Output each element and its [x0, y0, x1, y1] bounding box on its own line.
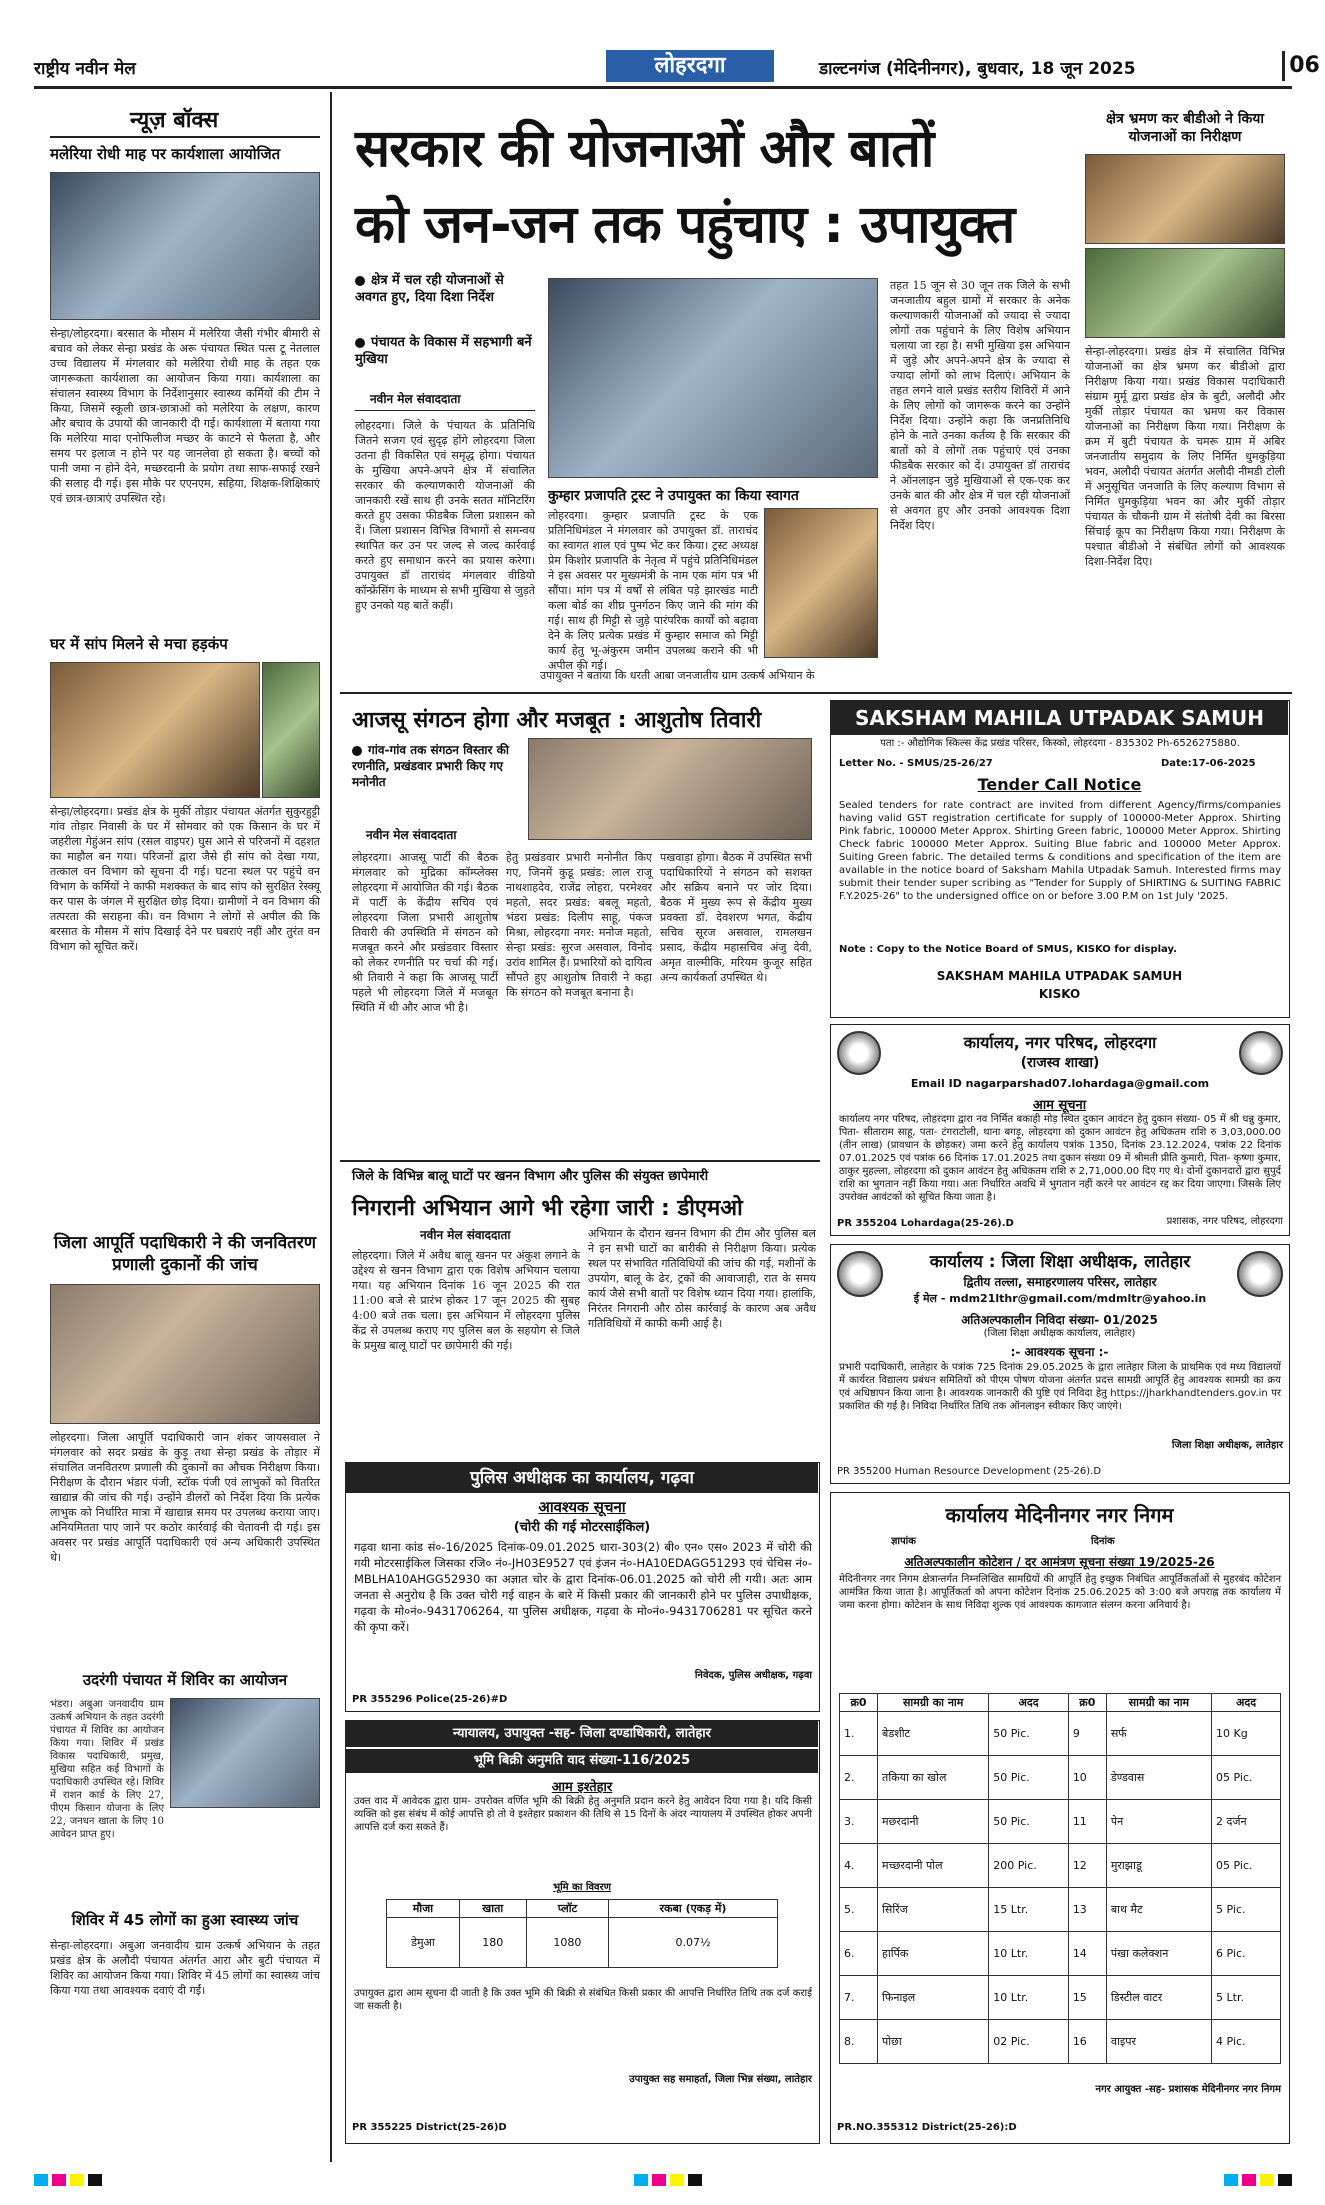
nagar-nigam-table-cell: सर्फ [1106, 1712, 1211, 1756]
nagar-nigam-table-header: क्र0 [840, 1694, 878, 1712]
masthead-rule [34, 86, 1292, 89]
nagar-nigam-table-cell: 13 [1068, 1888, 1106, 1932]
nagar-nigam-title: कार्यालय मेदिनीनगर नगर निगम [945, 1503, 1174, 1527]
nagar-nigam-tender-no: अतिअल्पकालीन कोटेशन / दर आमंत्रण सूचना संख्या 19/2025-26 [904, 1555, 1215, 1569]
nagar-parishad-title: कार्यालय, नगर परिषद, लोहरदगा [963, 1033, 1157, 1052]
nagar-nigam-table-cell: बाथ मैट [1106, 1888, 1211, 1932]
nagar-nigam-table-cell: 6 Pic. [1212, 1932, 1281, 1976]
nagar-nigam-table-cell: 10 [1068, 1756, 1106, 1800]
registration-swatch-yellow [70, 2174, 84, 2186]
bullet-dot-icon [355, 276, 365, 286]
nagar-nigam-table-cell: 15 Ltr. [989, 1888, 1069, 1932]
story-camp-photo [170, 1698, 320, 1808]
land-table-header: मौजा [387, 1900, 460, 1918]
land-table-header: खाता [459, 1900, 526, 1918]
ajsu-title: आजसू संगठन होगा और मजबूत : आशुतोष तिवारी [352, 708, 762, 733]
dmo-title: निगरानी अभियान आगे भी रहेगा जारी : डीएमओ [352, 1196, 743, 1221]
police-sign: निवेदक, पुलिस अधीक्षक, गढ़वा [694, 1670, 812, 1681]
saksham-title: SAKSHAM MAHILA UTPADAK SAMUH [831, 701, 1288, 735]
nagar-nigam-table-cell: 4. [840, 1844, 878, 1888]
table-row [840, 1976, 1281, 2020]
saksham-note: Note : Copy to the Notice Board of SMUS, KISKO for display. [839, 944, 1177, 955]
land-footer-note: उपायुक्त द्वारा आम सूचना दी जाती है कि उक्त भूमि की बिक्री से संबंधित किसी प्रकार की आपत्ति निर्धारित तिथि तक दर्ज कराई जा सकती है। [354, 1988, 812, 2012]
saksham-notice-title: Tender Call Notice [977, 775, 1142, 794]
lead-bullet-1 [355, 272, 535, 306]
saksham-sign-2: KISKO [1038, 987, 1081, 1001]
nagar-nigam-table-cell: 05 Pic. [1212, 1844, 1281, 1888]
nagar-nigam-table-header: अदद [989, 1694, 1069, 1712]
block-visit-body: सेन्हा-लोहरदगा। प्रखंड क्षेत्र में संचालित विभिन्न योजनाओं का क्षेत्र भ्रमण कर बीडीओ द्वारा निरीक्षण किया गया। प्रखंड विकास पदाधिकारी संग्राम मुर्मू द्वारा प्रखंड क्षेत्र के बुटी, अलौदी और मुर्की तोड़ार पंचायत का भ्रमण कर विकास योजनाओं का निरीक्षण किया गया। निरीक्षण के क्रम में बुटी पंचायत के चमरू ग्राम में अबिर जनजातीय समुदाय के लिए निर्मित धुमकुड़िया भवन, अलौदी पंचायत अंतर्गत अलौदी नीमडी टोली में अनुसूचित जनजाति के लिए कल्याण विभाग से निर्मित धुमकुड़िया भवन का और मुर्की तोड़ार पंचायत के चौकनी ग्राम में संतोषी देवी का बिरसा सिंचाई कूप का निरीक्षण किया गया। निरीक्षण के पश्चात बीडीओ ने संबंधित लोगों को आवश्यक दिशा-निर्देश दिए। [1085, 345, 1285, 568]
land-table-header: प्लॉट [526, 1900, 608, 1918]
dmo-byline: नवीन मेल संवाददाता [420, 1228, 511, 1242]
police-footer: PR 355296 Police(25-26)#D [352, 1694, 508, 1705]
nagar-parishad-notice-title: आम सूचना [1032, 1098, 1087, 1113]
lead-body-col1: लोहरदगा। जिले के पंचायत के प्रतिनिधि जितने सजग एवं सुदृढ़ होंगे लोहरदगा जिला उतना ही विकसित एवं समृद्ध होगा। पंचायत के मुखिया अपने-अपने क्षेत्र में संचालित सरकार की कल्याणकारी योजनाओं की जानकारी रखें साथ ही उनके सतत मॉनिटरिंग करते हुए उसका फीडबैक जिला प्रशासन को दें। जिला प्रशासन विभिन्न विभागों से समन्वय स्थापित कर उन पर जल्द से जल्द कार्रवाई करते हुए समाधान करने का प्रयास करेगा। उपायुक्त डॉ ताराचंद मंगलवार वीडियो कॉन्फ्रेंसिंग के माध्यम से सभी मुखिया से जुड़ते हुए उनको यह बातें कहीं। [355, 419, 535, 612]
education-title: कार्यालय : जिला शिक्षा अधीक्षक, लातेहार [929, 1252, 1191, 1272]
land-table-cell: डेमुआ [387, 1918, 460, 1968]
left-column-divider [330, 92, 332, 2162]
land-table-cell: 1080 [526, 1918, 608, 1968]
table-row [840, 1844, 1281, 1888]
ajsu-body-col2: हेतु प्रखंडवार प्रभारी मनोनीत किए गए, जिनमें कुडू प्रखंड: लाल राजू नाथशाहदेव, राजेंद्र लोहरा, परमेश्वर महतो, सदर प्रखंड: बबलू महतो, भंडरा प्रखंड: दिलीप साहू, पंकज मिश्रा, लोहरदगा नगर: मनोज महतो, सेन्हा प्रखंड: सुरज असवाल, विनोद उरांव शामिल हैं। प्रभारियों को दायित्व सौंपते हुए आशुतोष तिवारी ने कहा कि संगठन को मजबूत बनाना है। [506, 851, 652, 999]
land-notice-title: आम इश्तेहार [551, 1780, 613, 1795]
ajsu-byline: नवीन मेल संवाददाता [366, 828, 457, 842]
nagar-nigam-table-cell: मुराझाडू [1106, 1844, 1211, 1888]
lead-body-col3: तहत 15 जून से 30 जून तक जिले के सभी जनजातीय बहुल ग्रामों में सरकार के अनेक कल्याणकारी योजनाओं को ज्यादा से ज्यादा लोगों तक पहुंचाने के लिए विशेष अभियान चलाया जा रहा है। सभी मुखिया इस अभियान में जुड़े और अपने-अपने क्षेत्र के ज्यादा से ज्यादा लोगों को लाभ दिलाएं। अभियान के तहत लगने वाले प्रखंड स्तरीय शिविरों में आने के लिए लोगों को जागरूक करने का उन्होंने निर्देश दिया। उन्होंने कहा कि जनप्रतिनिधि होने के नाते उनका कर्तव्य है कि सरकार की बातों को वे लोगों तक पहुंचाएं एवं उनका फीडबैक सरकार को दें। उपायुक्त डॉ ताराचंद ने ऑनलाइन जुड़े मुखियाओं से एक-एक कर उनके बात की और क्षेत्र में चल रही योजनाओं से अवगत हुए और उनको आवश्यक दिशा निर्देश दिए। [890, 279, 1070, 532]
table-row [840, 1712, 1281, 1756]
nagar-nigam-table-cell: 3. [840, 1800, 878, 1844]
nagar-nigam-table-cell: मछरदानी [878, 1800, 989, 1844]
nagar-nigam-table-cell: 10 Kg [1212, 1712, 1281, 1756]
dateline: डाल्टनगंज (मेदिनीनगर), बुधवार, 18 जून 2025 [819, 59, 1136, 79]
table-row [387, 1900, 778, 1918]
nagar-parishad-email: Email ID nagarparshad07.lohardaga@gmail.com [910, 1077, 1210, 1090]
nagar-nigam-table-cell: 200 Pic. [989, 1844, 1069, 1888]
lead-byline: नवीन मेल संवाददाता [370, 392, 461, 406]
brand-name: राष्ट्रीय नवीन मेल [34, 59, 136, 79]
registration-swatch-magenta [52, 2174, 66, 2186]
land-body: उक्त वाद में आवेदक द्वारा ग्राम- उपरोक्त वर्णित भूमि की बिक्री हेतु अनुमति प्रदान करने हेतु आवेदन दिया गया है। यदि किसी व्यक्ति को इस संबंध में कोई आपत्ति हो तो वे इश्तेहार प्रकाशन की तिथि से 15 दिनों के अंदर न्यायालय में उपस्थित होकर अपनी आपत्ति दर्ज करा सकते हैं। [354, 1796, 812, 1833]
police-title: पुलिस अधीक्षक का कार्यालय, गढ़वा [346, 1463, 818, 1493]
registration-swatch-yellow [670, 2174, 684, 2186]
education-email: ई मेल - mdm21lthr@gmail.com/mdmltr@yahoo.in [913, 1292, 1207, 1305]
land-footer: PR 355225 District(25-26)D [352, 2122, 507, 2133]
saksham-date: Date:17-06-2025 [1161, 758, 1256, 769]
nagar-nigam-table-header: सामग्री का नाम [1106, 1694, 1211, 1712]
ajsu-bottom-rule [340, 1160, 820, 1162]
color-registration-bar [34, 2172, 1292, 2188]
saksham-tender-notice [830, 700, 1290, 1018]
story-snake-body: सेन्हा/लोहरदगा। प्रखंड क्षेत्र के मुर्की तोड़ार पंचायत अंतर्गत सुकुरहुट्टी गांव तोड़ार निवासी के घर में सोमवार को एक किसान के घर में जहरीला गेहुंअन सांप (रसल वाइपर) घुस आने से परिजनों में दहशत का माहौल बन गया। परिजनों द्वारा जैसे ही सांप को देखा गया, तत्काल वन विभाग को सूचना दी गई। घटना स्थल पर पहुंचे वन विभाग के कर्मियों ने काफी मशक्कत के बाद सांप को सुरक्षित रेस्क्यू कर पास के जंगल में सुरक्षित छोड़ दिया। ग्रामीणों ने वन विभाग की तत्परता की सराहना की। वन विभाग ने लोगों से अपील की कि बरसात के मौसम में सांप दिखाई देने पर घबराएं नहीं और तुरंत वन विभाग को सूचित करें। [50, 805, 320, 953]
kumhar-title: कुम्हार प्रजापति ट्रस्ट ने उपायुक्त का किया स्वागत [548, 488, 799, 504]
registration-swatch-cyan [34, 2174, 48, 2186]
story-health-title: शिविर में 45 लोगों का हुआ स्वास्थ्य जांच [71, 1911, 299, 1929]
nagar-nigam-table-cell: 11 [1068, 1800, 1106, 1844]
masthead [34, 50, 1320, 84]
nagar-nigam-table-cell: फिनाइल [878, 1976, 989, 2020]
table-row [840, 1756, 1281, 1800]
education-sign: जिला शिक्षा अधीक्षक, लातेहार [1171, 1440, 1283, 1451]
land-sale-notice [345, 1720, 820, 2144]
nagar-nigam-table-header: सामग्री का नाम [878, 1694, 989, 1712]
registration-swatch-black [688, 2174, 702, 2186]
story-snake-title: घर में सांप मिलने से मचा हड़कंप [50, 635, 228, 653]
story-camp-body: भंडरा। अबुआ जनवादीय ग्राम उत्कर्ष अभियान के तहत उदरंगी पंचायत में शिविर का आयोजन किया गया। शिविर में प्रखंड विकास पदाधिकारी, प्रमुख, मुखिया सहित कई विभागों के पदाधिकारी उपस्थित रहे। शिविर में राशन कार्ड के लिए 27, पीएम किसान योजना के लिए 22, जनधन खाता के लिए 10 आवेदन प्राप्त हुए। [50, 1699, 164, 1840]
registration-swatch-yellow [1260, 2174, 1274, 2186]
education-dept: (जिला शिक्षा अधीक्षक कार्यालय, लातेहार) [983, 1328, 1136, 1339]
nagar-parishad-emblem-icon [837, 1031, 881, 1075]
registration-swatch-magenta [652, 2174, 666, 2186]
registration-swatch-black [88, 2174, 102, 2186]
kumhar-body: लोहरदगा। कुम्हार प्रजापति ट्रस्ट के एक प्रतिनिधिमंडल ने मंगलवार को उपायुक्त डॉ. ताराचंद का स्वागत शाल एवं पुष्प भेंट कर किया। ट्रस्ट अध्यक्ष प्रेम किशोर प्रजापति के नेतृत्व में पहुंचे प्रतिनिधिमंडल ने इस अवसर पर मुख्यमंत्री के नाम एक मांग पत्र भी सौंपा। मांग पत्र में वर्षों से लंबित पड़े झारखंड माटी कला बोर्ड का शीघ्र पुनर्गठन किए जाने की मांग की गई। साथ ही मिट्टी से जुड़े पारंपरिक कार्यों को बढ़ावा देने के लिए प्रत्येक प्रखंड में कुम्हार समाज को मिट्टी कार्य हेतु भू-अंकुरम जमीन उपलब्ध कराने की भी अपील की गई। [548, 509, 758, 672]
lead-headline-line-2: को जन-जन तक पहुंचाए : उपायुक्त [355, 195, 1015, 255]
lead-bullet-2-text: पंचायत के विकास में सहभागी बनें मुखिया [355, 335, 532, 367]
table-row [840, 2020, 1281, 2064]
news-box-label: न्यूज़ बॉक्स [130, 108, 219, 133]
nagar-nigam-table-cell: 50 Pic. [989, 1712, 1069, 1756]
land-table-title: भूमि का विवरण [553, 1882, 611, 1893]
lead-headline-line-1: सरकार की योजनाओं और बातों [355, 119, 934, 179]
nagar-nigam-table-cell: 50 Pic. [989, 1756, 1069, 1800]
registration-swatch-cyan [1224, 2174, 1238, 2186]
land-table-cell: 180 [459, 1918, 526, 1968]
police-notice [345, 1462, 820, 1712]
dmo-body-col1: लोहरदगा। जिले में अवैध बालू खनन पर अंकुश लगाने के उद्देश्य से खनन विभाग द्वारा एक विशेष अभियान चलाया गया। यह अभियान दिनांक 16 जून 2025 की रात 11:00 बजे से प्रारंभ होकर 17 जून 2025 की सुबह 4:00 बजे तक चला। इस अभियान में लोहरदगा पुलिस केंद्र से उपलब्ध कराए गए पुलिस बल के सहयोग से जिले के प्रमुख बालू घाटों पर छापेमारी की गई। [352, 1249, 580, 1352]
nagar-parishad-notice [830, 1024, 1290, 1236]
nagar-nigam-table-cell: 2 दर्जन [1212, 1800, 1281, 1844]
nagar-nigam-table-cell: डिस्टील वाटर [1106, 1976, 1211, 2020]
nagar-parishad-sign: प्रशासक, नगर परिषद, लोहरदगा [1166, 1216, 1283, 1227]
registration-swatch-black [1278, 2174, 1292, 2186]
story-snake-photo-2 [262, 662, 320, 798]
page-number: 06 [1282, 51, 1324, 81]
ajsu-bullet-text: गांव-गांव तक संगठन विस्तार की रणनीति, प्रखंडवार प्रभारी किए गए मनोनीत [352, 743, 509, 789]
dmo-kicker: जिले के विभिन्न बालू घाटों पर खनन विभाग और पुलिस की संयुक्त छापेमारी [352, 1169, 709, 1184]
nagar-nigam-table-cell: 8. [840, 2020, 878, 2064]
nagar-nigam-table-cell: 5 Ltr. [1212, 1976, 1281, 2020]
block-visit-photo-1 [1085, 154, 1285, 244]
nagar-nigam-table-cell: 16 [1068, 2020, 1106, 2064]
nagar-nigam-table-cell: 6. [840, 1932, 878, 1976]
table-row [840, 1888, 1281, 1932]
nagar-nigam-table-cell: पेन [1106, 1800, 1211, 1844]
nagar-nigam-table [839, 1693, 1281, 2064]
bullet-dot-icon [352, 746, 362, 756]
nagar-nigam-table-cell: 02 Pic. [989, 2020, 1069, 2064]
ajsu-body-col3: पखवाड़ा होगा। बैठक में उपस्थित सभी पदाधिकारियों ने संगठन को सशक्त और सक्रिय बनाने पर जोर दिया। बैठक में मुख्य रूप से केंद्रीय मुख्य प्रवक्ता डॉ. देवशरण भगत, केंद्रीय सचिव सूरज असवाल, रामलखन प्रसाद, केंद्रीय महासचिव अंजु देवी, अमृत वाल्मीकि, मरियम कुजूर सहित अन्य कार्यकर्ता उपस्थित थे। [660, 851, 812, 984]
nagar-nigam-table-cell: 10 Ltr. [989, 1932, 1069, 1976]
story-supply-photo [50, 1284, 320, 1424]
nagar-nigam-table-header: क्र0 [1068, 1694, 1106, 1712]
section-name: लोहरदगा [606, 50, 774, 82]
ajsu-body-col1: लोहरदगा। आजसू पार्टी की बैठक मंगलवार को मुद्रिका कॉम्प्लेक्स लोहरदगा में आयोजित की गई। बैठक में पार्टी के केंद्रीय सचिव एवं लोहरदगा जिला प्रभारी आशुतोष तिवारी की उपस्थिति में संगठन को मजबूत करने और प्रखंडवार विस्तार को लेकर रणनीति पर चर्चा की गई। श्री तिवारी ने कहा कि आजसू पार्टी पहले भी लोहरदगा जिले में मजबूत स्थिति में थी और आज भी है। [352, 851, 498, 1014]
story-health-body: सेन्हा-लोहरदगा। अबुआ जनवादीय ग्राम उत्कर्ष अभियान के तहत प्रखंड क्षेत्र के अलौदी पंचायत अंतर्गत आरा और बुटी पंचायत में शिविर का आयोजन किया गया। शिविर में 45 लोगों का स्वास्थ्य जांच किया गया तथा आवश्यक दवाएं दी गईं। [50, 1939, 320, 1997]
land-table-cell: 0.07½ [609, 1918, 778, 1968]
nagar-nigam-table-cell: 2. [840, 1756, 878, 1800]
ajsu-bullet [352, 742, 522, 790]
land-title: न्यायालय, उपायुक्त -सह- जिला दण्डाधिकारी, लातेहार [346, 1721, 818, 1747]
nagar-nigam-sign: नगर आयुक्त -सह- प्रशासक मेदिनीनगर नगर निगम [1095, 2084, 1281, 2095]
story-malaria-title: मलेरिया रोधी माह पर कार्यशाला आयोजित [50, 145, 281, 163]
dmo-body-col2: अभियान के दौरान खनन विभाग की टीम और पुलिस बल ने इन सभी घाटों का बारीकी से निरीक्षण किया। प्रत्येक स्थल पर संभावित गतिविधियों की जांच की गई, मशीनों के उपयोग, बालू के ढेर, ट्रकों की आवाजाही, रात के समय कार्य जैसे सभी बातों पर विशेष ध्यान दिया गया। हालांकि, निरंतर निगरानी और ठोस कार्रवाई के कारण अब अवैध गतिविधियों में काफी कमी आई है। [588, 1227, 816, 1330]
nagar-parishad-subtitle: (राजस्व शाखा) [1020, 1055, 1100, 1071]
table-row [840, 1800, 1281, 1844]
lead-bullet-1-text: क्षेत्र में चल रही योजनाओं से अवगत हुए, दिया दिशा निर्देश [355, 273, 504, 305]
land-table [386, 1899, 778, 1968]
nagar-nigam-table-cell: बेडशीट [878, 1712, 989, 1756]
nagar-nigam-table-cell: हार्पिक [878, 1932, 989, 1976]
news-box-rule [50, 136, 320, 138]
education-subtitle: द्वितीय तल्ला, समाहरणालय परिसर, लातेहार [963, 1275, 1157, 1289]
nagar-nigam-table-cell: 1. [840, 1712, 878, 1756]
story-malaria-body: सेन्हा/लोहरदगा। बरसात के मौसम में मलेरिया जैसी गंभीर बीमारी से बचाव को लेकर सेन्हा प्रखंड के अरू पंचायत स्थित पत्स टू नेतलाल उच्च विद्यालय में मंगलवार को मलेरिया रोधी माह के तहत एक जागरूकता कार्यशाला का आयोजन किया गया। कार्यशाला का संचालन स्वास्थ्य विभाग के निर्देशानुसार स्वास्थ्य कर्मियों की टीम ने किया, जिसमें स्कूली छात्र-छात्राओं को मलेरिया के लक्षण, कारण और बचाव के उपायों की जानकारी दी गई। कार्यशाला में बताया गया कि मलेरिया मादा एनोफिलीज मच्छर के काटने से फैलता है, और समय पर इलाज न होने पर यह जानलेवा हो सकता है। बच्चों को पानी जमा न होने देने, मच्छरदानी के प्रयोग तथा साफ-सफाई रखने की सलाह दी गई। इस मौके पर एएनएम, सहिया, शिक्षक-शिक्षिकाएं एवं छात्र-छात्राएं उपस्थित रहे। [50, 327, 320, 505]
nagar-nigam-table-cell: पंखा कलेक्शन [1106, 1932, 1211, 1976]
lead-bullet-2 [355, 334, 535, 368]
land-table-header: रकबा (एकड़ में) [609, 1900, 778, 1918]
nagar-nigam-date-label: दिनांक [1091, 1536, 1115, 1547]
nagar-nigam-table-cell: सिरिंज [878, 1888, 989, 1932]
nagar-nigam-table-cell: 5. [840, 1888, 878, 1932]
nagar-nigam-table-cell: 12 [1068, 1844, 1106, 1888]
nagar-parishad-body: कार्यालय नगर परिषद, लोहरदगा द्वारा नव निर्मित बकाही मोड़ स्थित दुकान आवंटन हेतु दुकान संख्या- 05 में श्री धन्नु कुमार, पिता- सीताराम साहू, पता- टंगराटोली, थाना बगड़ू, लोहरदगा को दुकान आवंटन हेतु अधिकतम राशि रु 3,03,000.00 (तीन लाख) (प्रावधान के छोड़कर) जमा करने हेतु कार्यालय पत्रांक 1350, दिनांक 23.12.2024, पत्रांक 22 दिनांक 07.01.2025 एवं पत्रांक 66 दिनांक 17.01.2025 तथा दुकान संख्या 09 में श्रीमती प्रीति कुमारी, पिता- कृष्णा कुमार, ठाकुर मुहल्ला, लोहरदगा को दुकान आवंटन हेतु अधिकतम राशि रु 2,71,000.00 दिए गए थे। दोनों दुकानदारों द्वारा सुपुर्द राशि का भुगतान नहीं किया गया। अतः निर्धारित अवधि में भुगतान नहीं करने पर आवंटन रद्द कर दिया जाएगा। जिसके लिए उपरोक्त आवंटकों को सूचित किया जाता है। [839, 1114, 1281, 1203]
lead-bottom-rule [340, 692, 1292, 694]
nagar-nigam-ref-label: ज्ञापांक [891, 1536, 916, 1547]
nagar-nigam-table-cell: वाइपर [1106, 2020, 1211, 2064]
table-row [840, 1694, 1281, 1712]
nagar-nigam-footer: PR.NO.355312 District(25-26):D [837, 2122, 1017, 2133]
police-body: गढ़वा थाना कांड सं०-16/2025 दिनांक-09.01.2025 धारा-303(2) बी० एन० एस० 2023 में चोरी की गयी मोटरसाईकिल जिसका रजि० नं०-JH03E9527 एवं इंजन नं०-HA10EDAGG51293 एवं चेचिस नं०-MBLHA10AHGG52930 का अज्ञात चोर के द्वारा दिनांक-06.01.2025 को चोरी ली गयी। अतः आम जनता से अनुरोध है कि उक्त चोरी गई वाहन के बारे में किसी प्रकार की जानकारी होने पर पुलिस उपाधीक्षक, गढ़वा के मो०नं०-9431706264, या पुलिस अधीक्षक, गढ़वा के मो०नं०-9431706281 पर सूचित करने की कृपा करें। [354, 1540, 812, 1634]
nagar-nigam-table-cell: 7. [840, 1976, 878, 2020]
jharkhand-emblem-icon [1239, 1031, 1283, 1075]
story-supply-title: जिला आपूर्ति पदाधिकारी ने की जनवितरण प्रणाली दुकानों की जांच [53, 1233, 317, 1275]
block-visit-photo-2 [1085, 248, 1285, 338]
education-footer: PR 355200 Human Resource Development (25-26).D [837, 1466, 1102, 1477]
nagar-nigam-table-cell: 15 [1068, 1976, 1106, 2020]
story-malaria-photo [50, 172, 320, 320]
nagar-nigam-table-header: अदद [1212, 1694, 1281, 1712]
table-row [840, 1932, 1281, 1976]
story-snake-photo-1 [50, 662, 260, 798]
nagar-nigam-table-cell: 9 [1068, 1712, 1106, 1756]
nagar-nigam-table-cell: मच्छरदानी पोल [878, 1844, 989, 1888]
nagar-nigam-table-cell: 4 Pic. [1212, 2020, 1281, 2064]
saksham-address: पता :- औद्योगिक स्किल्स केंद्र प्रखंड परिसर, किस्को, लोहरदगा - 835302 Ph-6526275880. [880, 738, 1240, 749]
police-notice-title: आवश्यक सूचना [538, 1498, 626, 1516]
bullet-dot-icon [355, 338, 365, 348]
registration-swatch-magenta [1242, 2174, 1256, 2186]
nagar-nigam-table-cell: 14 [1068, 1932, 1106, 1976]
table-row [387, 1918, 778, 1968]
land-sign: उपायुक्त सह समाहर्ता, जिला भिन्न संख्या, लातेहार [629, 2074, 812, 2085]
story-camp-title: उदरंगी पंचायत में शिविर का आयोजन [82, 1671, 288, 1689]
saksham-body: Sealed tenders for rate contract are invited from different Agency/firms/companies having valid GST registration certificate for supply of 100000-Meter Approx. Shirting Pink fabric, 100000 Meter Approx. Shirting Green fabric, 100000 Meter Approx. Shirting Check fabric 100000 Meter Approx. Suiting Blue fabric and 100000 Meter Approx. Suiting Green fabric. The detailed terms & conditions and specification of the item are available in the notice board of Saksham Mahila Utpadak Samuh. Interested firms may submit their tender super scribing as "Tender for Supply of SHIRTING & SUITING FABRIC F.Y.2025-26" to the undersigned office on or before 3.00 P.M on 1st July '2025. [839, 800, 1281, 902]
nagar-parishad-footer: PR 355204 Lohardaga(25-26).D [837, 1218, 1014, 1229]
education-tender-notice [830, 1244, 1290, 1484]
nagar-nigam-table-cell: तकिया का खोल [878, 1756, 989, 1800]
police-subtitle: (चोरी की गई मोटरसाईकिल) [513, 1520, 651, 1535]
education-body: प्रभारी पदाधिकारी, लातेहार के पत्रांक 725 दिनांक 29.05.2025 के द्वारा लातेहार जिला के प्राथमिक एवं मध्य विद्यालयों में कार्यरत विद्यालय प्रबंधन समितियों को पीएम पोषण योजना अंतर्गत प्रदत्त सामग्री आपूर्ति हेतु आवश्यक सामग्री का क्रय एवं अधिष्ठापन किया जाना है। आवश्यक जानकारी की पुष्टि एवं निविदा हेतु https://jharkhandtenders.gov.in पर प्रकाशित की गई है। निविदा निर्धारित तिथि तक ऑनलाइन स्वीकार किए जाएंगे। [839, 1362, 1281, 1412]
ajsu-photo [528, 738, 812, 840]
registration-swatch-cyan [634, 2174, 648, 2186]
nagar-nigam-table-cell: 50 Pic. [989, 1800, 1069, 1844]
nagar-nigam-table-cell: 05 Pic. [1212, 1756, 1281, 1800]
kumhar-photo [764, 508, 878, 658]
block-visit-title: क्षेत्र भ्रमण कर बीडीओ ने किया योजनाओं का निरीक्षण [1106, 111, 1264, 145]
lead-photo-video-call [548, 278, 878, 478]
nagar-nigam-table-cell: 5 Pic. [1212, 1888, 1281, 1932]
land-case: भूमि बिक्री अनुमति वाद संख्या-116/2025 [346, 1749, 818, 1773]
nagar-nigam-table-cell: पोछा [878, 2020, 989, 2064]
story-supply-body: लोहरदगा। जिला आपूर्ति पदाधिकारी जान शंकर जायसवाल ने मंगलवार को सदर प्रखंड के कुड़ू तथा सेन्हा प्रखंड के तोड़ार में संचालित जनवितरण प्रणाली की दुकानों का औचक निरीक्षण किया। निरीक्षण के दौरान भंडार पंजी, स्टॉक पंजी एवं लाभुकों को वितरित खाद्यान्न की जांच की गई। उन्होंने डीलरों को निर्देश दिया कि प्रत्येक लाभुक को निर्धारित मात्रा में खाद्यान्न समय पर उपलब्ध कराया जाए। अनियमितता पाए जाने पर कठोर कार्रवाई की चेतावनी दी गई। इस अवसर पर प्रखंड आपूर्ति पदाधिकारी एवं अन्य अधिकारी उपस्थित थे। [50, 1431, 320, 1564]
saksham-sign-1: SAKSHAM MAHILA UTPADAK SAMUH [936, 969, 1183, 983]
jharkhand-emblem-icon [1237, 1251, 1283, 1297]
nagar-nigam-table-cell: डेण्डवास [1106, 1756, 1211, 1800]
nagar-nigam-table-cell: 10 Ltr. [989, 1976, 1069, 2020]
lead-byline-rule [355, 410, 535, 411]
education-emblem-icon [837, 1251, 883, 1297]
nagar-nigam-body: मेदिनीनगर नगर निगम क्षेत्रान्तर्गत निम्नलिखित सामग्रियों की आपूर्ति हेतु इच्छुक निबंधित आपूर्तिकर्ताओं से मुहरबंद कोटेशन आमंत्रित किया जाता है। आपूर्तिकर्ता को अपना कोटेशन दिनांक 25.06.2025 को 3:00 बजे अपराह्न तक कार्यालय में जमा करना होगा। कोटेशन के साथ निविदा शुल्क एवं आवश्यक कागजात संलग्न करना अनिवार्य है। [839, 1574, 1281, 1611]
nagar-nigam-notice [830, 1492, 1290, 2144]
education-notice-title: :- आवश्यक सूचना :- [1010, 1345, 1109, 1359]
lead-photo-caption: उपायुक्त ने बताया कि धरती आबा जनजातीय ग्राम उत्कर्ष अभियान के [540, 669, 815, 682]
saksham-letter-no: Letter No. - SMUS/25-26/27 [839, 758, 993, 769]
education-tender-no: अतिअल्पकालीन निविदा संख्या- 01/2025 [961, 1313, 1158, 1327]
